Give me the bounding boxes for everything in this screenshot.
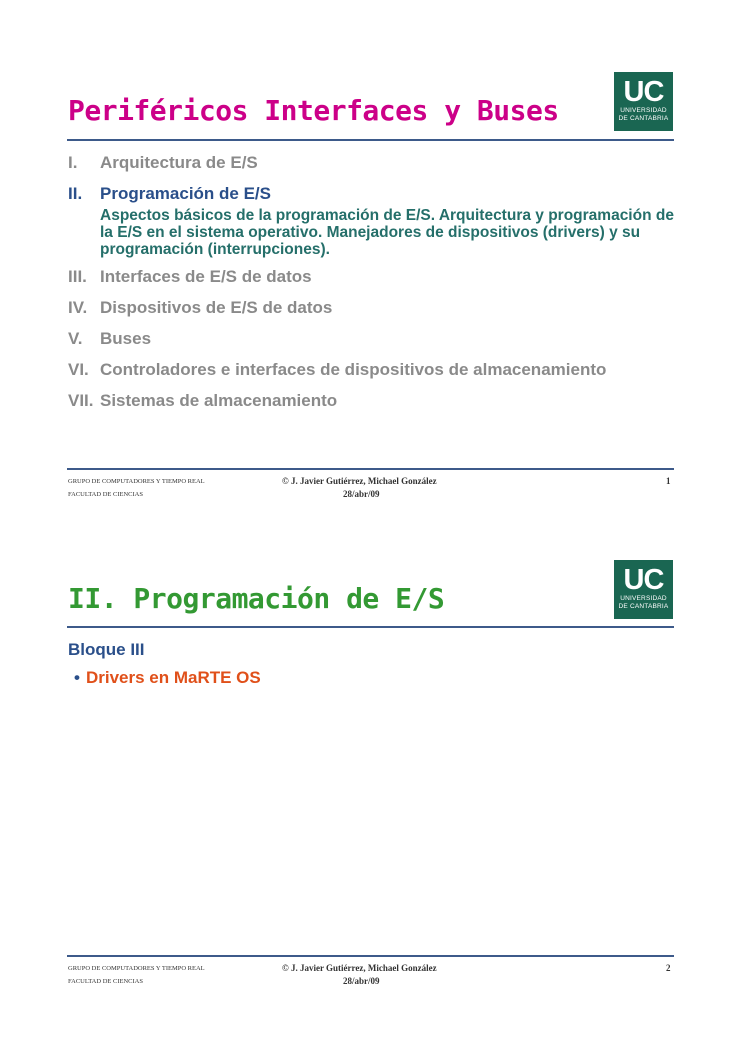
footer-author: © J. Javier Gutiérrez, Michael González: [282, 476, 437, 486]
outline-item: [68, 391, 688, 411]
outline-text: Buses: [100, 329, 152, 348]
logo-line-2: DE CANTABRIA: [618, 603, 669, 610]
outline-text: Arquitectura de E/S: [100, 153, 258, 172]
outline-item: [68, 267, 688, 287]
footer-divider: [67, 468, 674, 470]
outline-number: VI.: [68, 360, 89, 379]
block-heading: Bloque III: [68, 640, 145, 659]
footer-date: 28/abr/09: [343, 489, 380, 499]
bullet-text: Drivers en MaRTE OS: [85, 668, 261, 687]
outline-number: IV.: [68, 298, 88, 317]
logo-mark: UC: [623, 564, 664, 596]
footer-faculty: FACULTAD DE CIENCIAS: [68, 491, 143, 498]
logo-mark: UC: [623, 76, 664, 108]
outline-item: [68, 298, 688, 318]
logo-line-2: DE CANTABRIA: [618, 115, 669, 122]
footer-date: 28/abr/09: [343, 976, 380, 986]
outline-text: Programación de E/S: [100, 184, 271, 203]
page-number: 1: [666, 476, 671, 486]
outline-item-active: [68, 184, 688, 204]
outline-number: V.: [68, 329, 83, 348]
outline-text: Dispositivos de E/S de datos: [100, 298, 333, 317]
outline-item: [68, 329, 688, 349]
course-outline: [68, 153, 688, 422]
outline-number: I.: [68, 153, 78, 172]
slide-1: [0, 0, 744, 526]
outline-number: II.: [68, 184, 83, 203]
slide-title: II. Programación de E/S: [68, 582, 445, 615]
logo-line-1: UNIVERSIDAD: [620, 107, 667, 114]
footer-divider: [67, 955, 674, 957]
page-number: 2: [666, 963, 671, 973]
footer-group: GRUPO DE COMPUTADORES Y TIEMPO REAL: [68, 965, 205, 972]
outline-text: Controladores e interfaces de dispositivos de almacenamiento: [100, 360, 607, 379]
title-divider: [67, 626, 674, 628]
outline-item: [68, 360, 688, 380]
outline-item: [68, 153, 688, 173]
university-logo: [614, 560, 673, 619]
footer-faculty: FACULTAD DE CIENCIAS: [68, 978, 143, 985]
slide-title: Periféricos Interfaces y Buses: [68, 94, 559, 127]
footer-group: GRUPO DE COMPUTADORES Y TIEMPO REAL: [68, 478, 205, 485]
slide-2: [0, 527, 744, 1053]
logo-line-1: UNIVERSIDAD: [620, 595, 667, 602]
outline-detail: Aspectos básicos de la programación de E/S. Arquitectura y programación de la E/S en el sistema operativo. Manejadores de dispositivos (drivers) y su programación (interrupciones).: [100, 207, 674, 258]
university-logo: [614, 72, 673, 131]
outline-number: VII.: [68, 391, 94, 410]
outline-text: Sistemas de almacenamiento: [100, 391, 338, 410]
title-divider: [67, 139, 674, 141]
bullet-item: [74, 668, 261, 688]
outline-number: III.: [68, 267, 87, 286]
footer-author: © J. Javier Gutiérrez, Michael González: [282, 963, 437, 973]
outline-text: Interfaces de E/S de datos: [100, 267, 312, 286]
bullet-dot: •: [74, 668, 80, 687]
